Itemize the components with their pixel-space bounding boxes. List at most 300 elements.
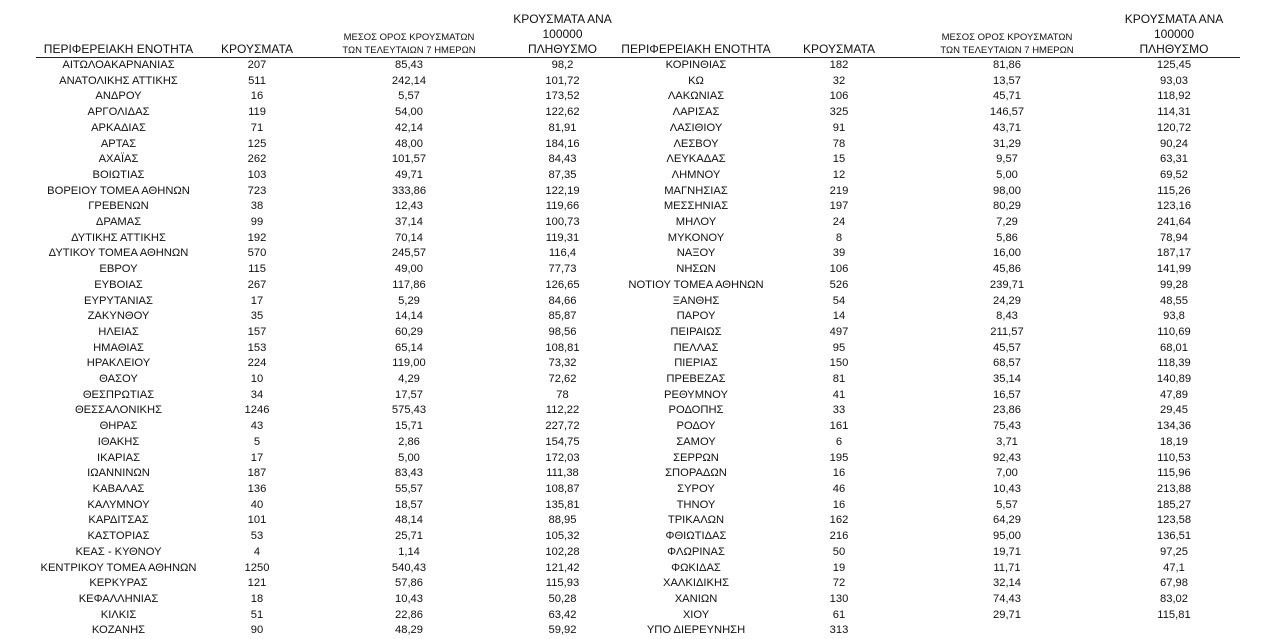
left-avg7-cell: 49,00	[313, 262, 505, 278]
right-region-cell: ΝΟΤΙΟΥ ΤΟΜΕΑ ΑΘΗΝΩΝ	[620, 278, 772, 294]
right-cases-cell: 41	[772, 388, 906, 404]
right-per100k-cell: 213,88	[1108, 482, 1240, 498]
left-per100k-cell: 116,4	[505, 246, 620, 262]
right-cases-cell: 219	[772, 184, 906, 200]
left-cases-cell: 40	[201, 498, 313, 514]
right-region-cell: ΛΗΜΝΟΥ	[620, 168, 772, 184]
right-region-cell: ΚΩ	[620, 74, 772, 90]
left-avg7-cell: 101,57	[313, 152, 505, 168]
table-row	[36, 435, 1240, 451]
right-avg7-cell: 81,86	[906, 58, 1108, 74]
left-per100k-cell: 227,72	[505, 419, 620, 435]
table-body	[36, 58, 1240, 639]
right-avg7-cell: 74,43	[906, 592, 1108, 608]
left-avg7-cell: 5,57	[313, 89, 505, 105]
right-cases-cell: 182	[772, 58, 906, 74]
left-region-cell: ΓΡΕΒΕΝΩΝ	[36, 199, 201, 215]
left-cases-cell: 570	[201, 246, 313, 262]
left-cases-cell: 224	[201, 356, 313, 372]
right-avg7-cell: 239,71	[906, 278, 1108, 294]
left-avg7-cell: 17,57	[313, 388, 505, 404]
header-avg7-line2: ΤΩΝ ΤΕΛΕΥΤΑΙΩΝ 7 ΗΜΕΡΩΝ	[342, 45, 475, 56]
left-per100k-cell: 112,22	[505, 403, 620, 419]
left-cases-cell: 43	[201, 419, 313, 435]
left-cases-cell: 1246	[201, 403, 313, 419]
regional-cases-table-container	[36, 12, 1240, 639]
header-avg7-line1: ΜΕΣΟΣ ΟΡΟΣ ΚΡΟΥΣΜΑΤΩΝ	[942, 32, 1073, 43]
right-region-cell: ΡΟΔΟΥ	[620, 419, 772, 435]
left-per100k-cell: 172,03	[505, 451, 620, 467]
right-per100k-cell: 123,58	[1108, 513, 1240, 529]
right-cases-cell: 6	[772, 435, 906, 451]
right-per100k-cell: 120,72	[1108, 121, 1240, 137]
left-avg7-cell: 48,00	[313, 137, 505, 153]
left-per100k-cell: 119,31	[505, 231, 620, 247]
header-cases-right: ΚΡΟΥΣΜΑΤΑ	[772, 12, 906, 58]
left-cases-cell: 17	[201, 451, 313, 467]
right-per100k-cell: 93,8	[1108, 309, 1240, 325]
table-row	[36, 199, 1240, 215]
right-avg7-cell: 8,43	[906, 309, 1108, 325]
left-avg7-cell: 14,14	[313, 309, 505, 325]
right-avg7-cell: 29,71	[906, 608, 1108, 624]
right-avg7-cell: 45,71	[906, 89, 1108, 105]
right-region-cell: ΝΗΣΩΝ	[620, 262, 772, 278]
left-cases-cell: 723	[201, 184, 313, 200]
left-region-cell: ΚΕΑΣ - ΚΥΘΝΟΥ	[36, 545, 201, 561]
right-region-cell: ΡΕΘΥΜΝΟΥ	[620, 388, 772, 404]
left-per100k-cell: 98,56	[505, 325, 620, 341]
table-row	[36, 403, 1240, 419]
left-cases-cell: 187	[201, 466, 313, 482]
right-region-cell: ΞΑΝΘΗΣ	[620, 294, 772, 310]
left-per100k-cell: 85,87	[505, 309, 620, 325]
right-per100k-cell: 47,89	[1108, 388, 1240, 404]
table-row	[36, 58, 1240, 74]
right-per100k-cell: 118,92	[1108, 89, 1240, 105]
right-region-cell: ΜΕΣΣΗΝΙΑΣ	[620, 199, 772, 215]
right-per100k-cell: 134,36	[1108, 419, 1240, 435]
left-per100k-cell: 88,95	[505, 513, 620, 529]
table-row	[36, 592, 1240, 608]
left-cases-cell: 16	[201, 89, 313, 105]
left-avg7-cell: 333,86	[313, 184, 505, 200]
left-avg7-cell: 85,43	[313, 58, 505, 74]
left-avg7-cell: 540,43	[313, 561, 505, 577]
left-per100k-cell: 111,38	[505, 466, 620, 482]
right-per100k-cell: 136,51	[1108, 529, 1240, 545]
table-row	[36, 74, 1240, 90]
right-region-cell: ΠΕΛΛΑΣ	[620, 341, 772, 357]
left-avg7-cell: 5,29	[313, 294, 505, 310]
right-cases-cell: 497	[772, 325, 906, 341]
right-per100k-cell: 29,45	[1108, 403, 1240, 419]
table-row	[36, 513, 1240, 529]
left-region-cell: ΙΘΑΚΗΣ	[36, 435, 201, 451]
right-avg7-cell: 5,86	[906, 231, 1108, 247]
table-row	[36, 388, 1240, 404]
header-per100k-left	[505, 12, 620, 58]
left-per100k-cell: 77,73	[505, 262, 620, 278]
left-per100k-cell: 108,81	[505, 341, 620, 357]
left-region-cell: ΑΝΑΤΟΛΙΚΗΣ ΑΤΤΙΚΗΣ	[36, 74, 201, 90]
right-cases-cell: 32	[772, 74, 906, 90]
right-cases-cell: 54	[772, 294, 906, 310]
right-per100k-cell: 48,55	[1108, 294, 1240, 310]
right-region-cell: ΤΡΙΚΑΛΩΝ	[620, 513, 772, 529]
right-per100k-cell: 123,16	[1108, 199, 1240, 215]
right-cases-cell: 16	[772, 498, 906, 514]
left-cases-cell: 1250	[201, 561, 313, 577]
left-avg7-cell: 242,14	[313, 74, 505, 90]
left-cases-cell: 115	[201, 262, 313, 278]
right-cases-cell: 8	[772, 231, 906, 247]
right-per100k-cell: 114,31	[1108, 105, 1240, 121]
right-region-cell: ΧΙΟΥ	[620, 608, 772, 624]
left-region-cell: ΑΝΔΡΟΥ	[36, 89, 201, 105]
left-per100k-cell: 63,42	[505, 608, 620, 624]
left-per100k-cell: 72,62	[505, 372, 620, 388]
left-per100k-cell: 78	[505, 388, 620, 404]
right-per100k-cell: 63,31	[1108, 152, 1240, 168]
right-region-cell: ΠΙΕΡΙΑΣ	[620, 356, 772, 372]
right-per100k-cell: 78,94	[1108, 231, 1240, 247]
right-per100k-cell: 115,26	[1108, 184, 1240, 200]
right-region-cell: ΣΑΜΟΥ	[620, 435, 772, 451]
header-avg7-line1: ΜΕΣΟΣ ΟΡΟΣ ΚΡΟΥΣΜΑΤΩΝ	[344, 32, 475, 43]
right-cases-cell: 24	[772, 215, 906, 231]
header-per100k-line1: ΚΡΟΥΣΜΑΤΑ ΑΝΑ 100000	[513, 12, 612, 41]
right-cases-cell: 150	[772, 356, 906, 372]
table-row	[36, 215, 1240, 231]
right-avg7-cell: 43,71	[906, 121, 1108, 137]
header-avg7-right	[906, 12, 1108, 58]
left-region-cell: ΑΧΑΪΑΣ	[36, 152, 201, 168]
left-per100k-cell: 135,81	[505, 498, 620, 514]
table-row	[36, 419, 1240, 435]
left-avg7-cell: 12,43	[313, 199, 505, 215]
right-cases-cell: 14	[772, 309, 906, 325]
right-per100k-cell: 68,01	[1108, 341, 1240, 357]
right-avg7-cell: 10,43	[906, 482, 1108, 498]
left-cases-cell: 17	[201, 294, 313, 310]
left-avg7-cell: 4,29	[313, 372, 505, 388]
right-per100k-cell: 141,99	[1108, 262, 1240, 278]
left-per100k-cell: 98,2	[505, 58, 620, 74]
left-cases-cell: 121	[201, 576, 313, 592]
left-per100k-cell: 126,65	[505, 278, 620, 294]
table-row	[36, 545, 1240, 561]
left-per100k-cell: 84,43	[505, 152, 620, 168]
right-cases-cell: 313	[772, 623, 906, 639]
left-avg7-cell: 575,43	[313, 403, 505, 419]
table-row	[36, 278, 1240, 294]
left-cases-cell: 10	[201, 372, 313, 388]
left-region-cell: ΔΥΤΙΚΗΣ ΑΤΤΙΚΗΣ	[36, 231, 201, 247]
right-avg7-cell	[906, 623, 1108, 639]
left-cases-cell: 34	[201, 388, 313, 404]
right-avg7-cell: 146,57	[906, 105, 1108, 121]
left-region-cell: ΚΑΛΥΜΝΟΥ	[36, 498, 201, 514]
right-region-cell: ΜΗΛΟΥ	[620, 215, 772, 231]
left-per100k-cell: 100,73	[505, 215, 620, 231]
left-region-cell: ΘΕΣΠΡΩΤΙΑΣ	[36, 388, 201, 404]
right-avg7-cell: 45,57	[906, 341, 1108, 357]
right-cases-cell: 50	[772, 545, 906, 561]
right-cases-cell: 216	[772, 529, 906, 545]
right-region-cell: ΦΩΚΙΔΑΣ	[620, 561, 772, 577]
table-row	[36, 466, 1240, 482]
right-cases-cell: 72	[772, 576, 906, 592]
left-region-cell: ΚΑΣΤΟΡΙΑΣ	[36, 529, 201, 545]
left-per100k-cell: 101,72	[505, 74, 620, 90]
right-cases-cell: 162	[772, 513, 906, 529]
left-cases-cell: 125	[201, 137, 313, 153]
table-row	[36, 482, 1240, 498]
left-cases-cell: 18	[201, 592, 313, 608]
left-cases-cell: 5	[201, 435, 313, 451]
left-per100k-cell: 50,28	[505, 592, 620, 608]
right-per100k-cell: 110,53	[1108, 451, 1240, 467]
left-region-cell: ΚΑΒΑΛΑΣ	[36, 482, 201, 498]
left-region-cell: ΘΕΣΣΑΛΟΝΙΚΗΣ	[36, 403, 201, 419]
left-region-cell: ΑΡΤΑΣ	[36, 137, 201, 153]
left-avg7-cell: 70,14	[313, 231, 505, 247]
right-cases-cell: 195	[772, 451, 906, 467]
right-cases-cell: 81	[772, 372, 906, 388]
right-per100k-cell: 118,39	[1108, 356, 1240, 372]
right-cases-cell: 197	[772, 199, 906, 215]
left-region-cell: ΙΩΑΝΝΙΝΩΝ	[36, 466, 201, 482]
right-cases-cell: 19	[772, 561, 906, 577]
right-region-cell: ΛΑΡΙΣΑΣ	[620, 105, 772, 121]
left-region-cell: ΚΙΛΚΙΣ	[36, 608, 201, 624]
left-per100k-cell: 102,28	[505, 545, 620, 561]
right-cases-cell: 325	[772, 105, 906, 121]
right-region-cell: ΥΠΟ ΔΙΕΡΕΥΝΗΣΗ	[620, 623, 772, 639]
right-avg7-cell: 75,43	[906, 419, 1108, 435]
table-row	[36, 608, 1240, 624]
left-avg7-cell: 57,86	[313, 576, 505, 592]
left-avg7-cell: 37,14	[313, 215, 505, 231]
left-avg7-cell: 42,14	[313, 121, 505, 137]
table-row	[36, 246, 1240, 262]
right-region-cell: ΤΗΝΟΥ	[620, 498, 772, 514]
right-avg7-cell: 13,57	[906, 74, 1108, 90]
left-region-cell: ΗΜΑΘΙΑΣ	[36, 341, 201, 357]
header-avg7-line2: ΤΩΝ ΤΕΛΕΥΤΑΙΩΝ 7 ΗΜΕΡΩΝ	[940, 45, 1073, 56]
left-per100k-cell: 105,32	[505, 529, 620, 545]
left-avg7-cell: 1,14	[313, 545, 505, 561]
table-row	[36, 529, 1240, 545]
right-region-cell: ΛΑΣΙΘΙΟΥ	[620, 121, 772, 137]
left-avg7-cell: 10,43	[313, 592, 505, 608]
right-region-cell: ΜΥΚΟΝΟΥ	[620, 231, 772, 247]
left-region-cell: ΖΑΚΥΝΘΟΥ	[36, 309, 201, 325]
left-per100k-cell: 59,92	[505, 623, 620, 639]
left-region-cell: ΒΟΡΕΙΟΥ ΤΟΜΕΑ ΑΘΗΝΩΝ	[36, 184, 201, 200]
right-avg7-cell: 5,57	[906, 498, 1108, 514]
left-avg7-cell: 2,86	[313, 435, 505, 451]
right-cases-cell: 46	[772, 482, 906, 498]
table-row	[36, 152, 1240, 168]
right-cases-cell: 106	[772, 262, 906, 278]
left-cases-cell: 153	[201, 341, 313, 357]
left-cases-cell: 267	[201, 278, 313, 294]
table-row	[36, 576, 1240, 592]
right-region-cell: ΦΘΙΩΤΙΔΑΣ	[620, 529, 772, 545]
header-avg7-left	[313, 12, 505, 58]
right-avg7-cell: 31,29	[906, 137, 1108, 153]
left-cases-cell: 101	[201, 513, 313, 529]
left-avg7-cell: 18,57	[313, 498, 505, 514]
table-row	[36, 341, 1240, 357]
header-per100k-right	[1108, 12, 1240, 58]
right-region-cell: ΛΕΣΒΟΥ	[620, 137, 772, 153]
right-avg7-cell: 11,71	[906, 561, 1108, 577]
right-region-cell: ΠΕΙΡΑΙΩΣ	[620, 325, 772, 341]
right-avg7-cell: 16,57	[906, 388, 1108, 404]
right-cases-cell: 16	[772, 466, 906, 482]
right-region-cell: ΚΟΡΙΝΘΙΑΣ	[620, 58, 772, 74]
table-row	[36, 262, 1240, 278]
right-per100k-cell: 241,64	[1108, 215, 1240, 231]
left-cases-cell: 35	[201, 309, 313, 325]
right-region-cell: ΦΛΩΡΙΝΑΣ	[620, 545, 772, 561]
regional-cases-table	[36, 12, 1240, 639]
right-per100k-cell: 115,81	[1108, 608, 1240, 624]
left-cases-cell: 51	[201, 608, 313, 624]
left-avg7-cell: 49,71	[313, 168, 505, 184]
right-cases-cell: 15	[772, 152, 906, 168]
header-region-left: ΠΕΡΙΦΕΡΕΙΑΚΗ ΕΝΟΤΗΤΑ	[36, 12, 201, 58]
table-row	[36, 372, 1240, 388]
right-per100k-cell: 185,27	[1108, 498, 1240, 514]
table-row	[36, 294, 1240, 310]
left-region-cell: ΚΕΝΤΡΙΚΟΥ ΤΟΜΕΑ ΑΘΗΝΩΝ	[36, 561, 201, 577]
header-row	[36, 12, 1240, 58]
left-per100k-cell: 119,66	[505, 199, 620, 215]
right-cases-cell: 106	[772, 89, 906, 105]
left-avg7-cell: 22,86	[313, 608, 505, 624]
right-per100k-cell: 67,98	[1108, 576, 1240, 592]
left-avg7-cell: 65,14	[313, 341, 505, 357]
table-row	[36, 325, 1240, 341]
left-region-cell: ΔΥΤΙΚΟΥ ΤΟΜΕΑ ΑΘΗΝΩΝ	[36, 246, 201, 262]
table-row	[36, 356, 1240, 372]
right-cases-cell: 526	[772, 278, 906, 294]
left-cases-cell: 511	[201, 74, 313, 90]
right-avg7-cell: 24,29	[906, 294, 1108, 310]
table-row	[36, 231, 1240, 247]
header-per100k-line2: ΠΛΗΘΥΣΜΟ	[1139, 42, 1208, 56]
table-row	[36, 89, 1240, 105]
right-avg7-cell: 45,86	[906, 262, 1108, 278]
left-cases-cell: 192	[201, 231, 313, 247]
right-per100k-cell: 83,02	[1108, 592, 1240, 608]
left-avg7-cell: 25,71	[313, 529, 505, 545]
left-region-cell: ΑΡΚΑΔΙΑΣ	[36, 121, 201, 137]
left-avg7-cell: 15,71	[313, 419, 505, 435]
right-per100k-cell: 125,45	[1108, 58, 1240, 74]
right-region-cell: ΧΑΛΚΙΔΙΚΗΣ	[620, 576, 772, 592]
right-per100k-cell: 69,52	[1108, 168, 1240, 184]
right-region-cell: ΠΡΕΒΕΖΑΣ	[620, 372, 772, 388]
right-avg7-cell: 3,71	[906, 435, 1108, 451]
left-region-cell: ΚΟΖΑΝΗΣ	[36, 623, 201, 639]
left-region-cell: ΔΡΑΜΑΣ	[36, 215, 201, 231]
right-region-cell: ΡΟΔΟΠΗΣ	[620, 403, 772, 419]
right-region-cell: ΜΑΓΝΗΣΙΑΣ	[620, 184, 772, 200]
right-region-cell: ΛΕΥΚΑΔΑΣ	[620, 152, 772, 168]
right-region-cell: ΧΑΝΙΩΝ	[620, 592, 772, 608]
right-region-cell: ΣΠΟΡΑΔΩΝ	[620, 466, 772, 482]
left-region-cell: ΚΑΡΔΙΤΣΑΣ	[36, 513, 201, 529]
left-per100k-cell: 108,87	[505, 482, 620, 498]
left-region-cell: ΑΡΓΟΛΙΔΑΣ	[36, 105, 201, 121]
right-per100k-cell: 18,19	[1108, 435, 1240, 451]
right-avg7-cell: 92,43	[906, 451, 1108, 467]
left-per100k-cell: 115,93	[505, 576, 620, 592]
right-per100k-cell: 97,25	[1108, 545, 1240, 561]
left-avg7-cell: 5,00	[313, 451, 505, 467]
left-avg7-cell: 119,00	[313, 356, 505, 372]
right-region-cell: ΣΕΡΡΩΝ	[620, 451, 772, 467]
right-avg7-cell: 35,14	[906, 372, 1108, 388]
right-avg7-cell: 64,29	[906, 513, 1108, 529]
right-cases-cell: 161	[772, 419, 906, 435]
table-row	[36, 451, 1240, 467]
left-cases-cell: 4	[201, 545, 313, 561]
left-cases-cell: 53	[201, 529, 313, 545]
left-per100k-cell: 81,91	[505, 121, 620, 137]
right-per100k-cell: 99,28	[1108, 278, 1240, 294]
right-cases-cell: 130	[772, 592, 906, 608]
right-per100k-cell	[1108, 623, 1240, 639]
left-avg7-cell: 245,57	[313, 246, 505, 262]
table-row	[36, 168, 1240, 184]
left-region-cell: ΙΚΑΡΙΑΣ	[36, 451, 201, 467]
right-avg7-cell: 211,57	[906, 325, 1108, 341]
table-row	[36, 623, 1240, 639]
right-avg7-cell: 5,00	[906, 168, 1108, 184]
left-cases-cell: 119	[201, 105, 313, 121]
right-per100k-cell: 47,1	[1108, 561, 1240, 577]
left-avg7-cell: 48,29	[313, 623, 505, 639]
table-row	[36, 137, 1240, 153]
table-row	[36, 498, 1240, 514]
left-avg7-cell: 60,29	[313, 325, 505, 341]
right-avg7-cell: 32,14	[906, 576, 1108, 592]
left-region-cell: ΚΕΡΚΥΡΑΣ	[36, 576, 201, 592]
right-cases-cell: 12	[772, 168, 906, 184]
left-avg7-cell: 117,86	[313, 278, 505, 294]
right-per100k-cell: 110,69	[1108, 325, 1240, 341]
table-row	[36, 105, 1240, 121]
right-per100k-cell: 90,24	[1108, 137, 1240, 153]
right-per100k-cell: 140,89	[1108, 372, 1240, 388]
left-region-cell: ΗΛΕΙΑΣ	[36, 325, 201, 341]
right-region-cell: ΛΑΚΩΝΙΑΣ	[620, 89, 772, 105]
left-per100k-cell: 84,66	[505, 294, 620, 310]
header-per100k-line1: ΚΡΟΥΣΜΑΤΑ ΑΝΑ 100000	[1125, 12, 1224, 41]
right-cases-cell: 91	[772, 121, 906, 137]
right-cases-cell: 78	[772, 137, 906, 153]
left-per100k-cell: 154,75	[505, 435, 620, 451]
left-per100k-cell: 184,16	[505, 137, 620, 153]
left-per100k-cell: 122,19	[505, 184, 620, 200]
left-avg7-cell: 48,14	[313, 513, 505, 529]
